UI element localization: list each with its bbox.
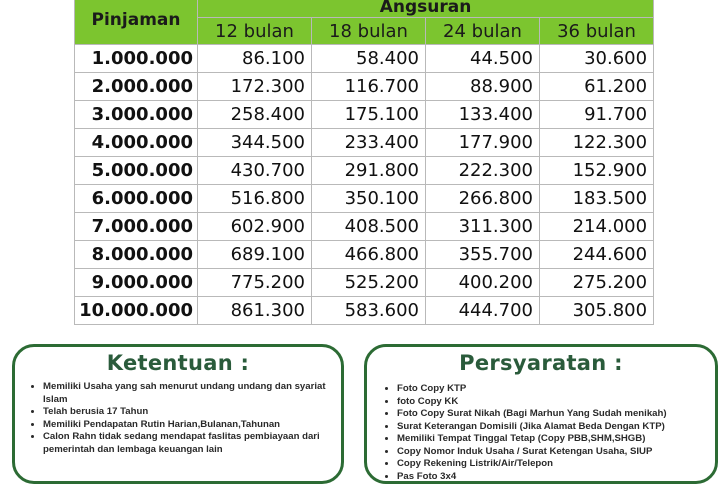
column-header-term: 18 bulan (312, 18, 426, 45)
loan-amount-cell: 1.000.000 (75, 45, 198, 73)
table-row (75, 157, 654, 185)
loan-amount-cell: 6.000.000 (75, 185, 198, 213)
installment-cell: 44.500 (426, 45, 540, 73)
loan-amount-cell: 2.000.000 (75, 73, 198, 101)
loan-amount-cell: 8.000.000 (75, 241, 198, 269)
list-item: • Calon Rahn tidak sedang mendapat faslitas pembiayaan dari pemerintah dan lembaga keuangan lain (43, 431, 341, 456)
installment-cell: 233.400 (312, 129, 426, 157)
installment-cell: 400.200 (426, 269, 540, 297)
loan-amount-cell: 4.000.000 (75, 129, 198, 157)
column-header-pinjaman: Pinjaman (75, 0, 198, 45)
installment-cell: 30.600 (540, 45, 654, 73)
ketentuan-list (15, 381, 341, 456)
ketentuan-panel (12, 344, 344, 484)
table-row (75, 269, 654, 297)
installment-cell: 258.400 (198, 101, 312, 129)
loan-amount-cell: 10.000.000 (75, 297, 198, 325)
installment-cell: 344.500 (198, 129, 312, 157)
list-item: • Foto Copy Surat Nikah (Bagi Marhun Yang Sudah menikah) (397, 408, 715, 421)
installment-cell: 516.800 (198, 185, 312, 213)
installment-table-container (74, 0, 654, 325)
installment-cell: 444.700 (426, 297, 540, 325)
list-item: • Pas Foto 3x4 (397, 471, 715, 484)
installment-cell: 602.900 (198, 213, 312, 241)
table-row (75, 73, 654, 101)
table-row (75, 213, 654, 241)
table-row (75, 241, 654, 269)
installment-cell: 689.100 (198, 241, 312, 269)
installment-cell: 177.900 (426, 129, 540, 157)
table-row (75, 45, 654, 73)
installment-cell: 355.700 (426, 241, 540, 269)
installment-cell: 266.800 (426, 185, 540, 213)
persyaratan-list (367, 383, 715, 483)
column-group-header-angsuran: Angsuran (198, 0, 654, 18)
installment-cell: 525.200 (312, 269, 426, 297)
loan-amount-cell: 9.000.000 (75, 269, 198, 297)
installment-table (74, 0, 654, 325)
installment-cell: 350.100 (312, 185, 426, 213)
installment-cell: 183.500 (540, 185, 654, 213)
installment-cell: 88.900 (426, 73, 540, 101)
installment-cell: 91.700 (540, 101, 654, 129)
installment-cell: 122.300 (540, 129, 654, 157)
loan-amount-cell: 3.000.000 (75, 101, 198, 129)
installment-cell: 172.300 (198, 73, 312, 101)
table-row (75, 101, 654, 129)
table-row (75, 129, 654, 157)
installment-cell: 133.400 (426, 101, 540, 129)
installment-cell: 152.900 (540, 157, 654, 185)
installment-cell: 775.200 (198, 269, 312, 297)
column-header-term: 24 bulan (426, 18, 540, 45)
installment-cell: 244.600 (540, 241, 654, 269)
list-item: • Foto Copy KTP (397, 383, 715, 396)
list-item: • Memiliki Usaha yang sah menurut undang undang dan syariat Islam (43, 381, 341, 406)
table-row (75, 185, 654, 213)
installment-cell: 222.300 (426, 157, 540, 185)
loan-amount-cell: 7.000.000 (75, 213, 198, 241)
installment-cell: 214.000 (540, 213, 654, 241)
installment-cell: 291.800 (312, 157, 426, 185)
list-item: • Surat Keterangan Domisili (Jika Alamat Beda Dengan KTP) (397, 421, 715, 434)
installment-cell: 116.700 (312, 73, 426, 101)
persyaratan-title: Persyaratan : (459, 351, 623, 375)
installment-cell: 311.300 (426, 213, 540, 241)
persyaratan-panel (364, 344, 718, 484)
table-header-row-group (75, 0, 654, 18)
list-item: • foto Copy KK (397, 396, 715, 409)
installment-cell: 58.400 (312, 45, 426, 73)
installment-cell: 305.800 (540, 297, 654, 325)
ketentuan-title: Ketentuan : (106, 351, 250, 375)
list-item: • Memiliki Pendapatan Rutin Harian,Bulanan,Tahunan (43, 419, 341, 432)
installment-cell: 408.500 (312, 213, 426, 241)
loan-amount-cell: 5.000.000 (75, 157, 198, 185)
installment-cell: 275.200 (540, 269, 654, 297)
installment-cell: 86.100 (198, 45, 312, 73)
installment-cell: 861.300 (198, 297, 312, 325)
column-header-term: 12 bulan (198, 18, 312, 45)
list-item: • Copy Nomor Induk Usaha / Surat Ketengan Usaha, SIUP (397, 446, 715, 459)
list-item: • Telah berusia 17 Tahun (43, 406, 341, 419)
list-item: • Copy Rekening Listrik/Air/Telepon (397, 458, 715, 471)
column-header-term: 36 bulan (540, 18, 654, 45)
installment-cell: 466.800 (312, 241, 426, 269)
installment-cell: 430.700 (198, 157, 312, 185)
installment-cell: 61.200 (540, 73, 654, 101)
installment-cell: 175.100 (312, 101, 426, 129)
installment-cell: 583.600 (312, 297, 426, 325)
table-row (75, 297, 654, 325)
list-item: • Memiliki Tempat Tinggal Tetap (Copy PBB,SHM,SHGB) (397, 433, 715, 446)
